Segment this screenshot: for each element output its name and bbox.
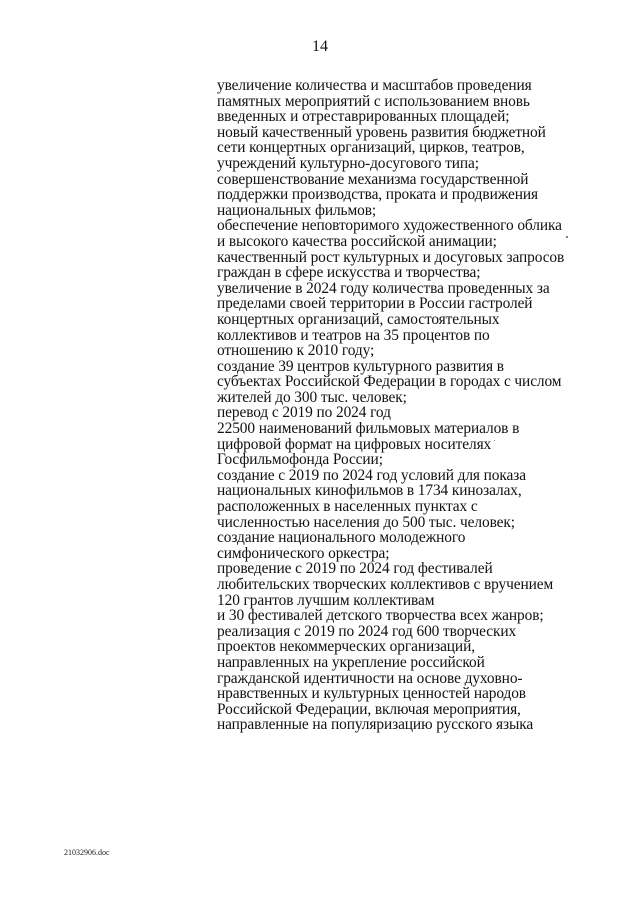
text-line: численностью населения до 500 тыс. человек; bbox=[217, 513, 515, 531]
text-line: качественный рост культурных и досуговых запросов bbox=[217, 248, 565, 266]
text-line: поддержки производства, проката и продвижения bbox=[217, 186, 539, 204]
text-line: цифровой формат на цифровых носителях bbox=[217, 435, 492, 453]
text-line: расположенных в населенных пунктах с bbox=[217, 498, 478, 516]
text-line: и 30 фестивалей детского творчества всех жанров; bbox=[217, 607, 544, 625]
text-line: коллективов и театров на 35 процентов по bbox=[217, 326, 490, 344]
text-line: концертных организаций, самостоятельных bbox=[217, 310, 500, 328]
text-line: любительских творческих коллективов с вручением bbox=[217, 576, 554, 593]
text-line: отношению к 2010 году; bbox=[217, 342, 375, 360]
text-line: создание национального молодежного bbox=[217, 529, 466, 547]
text-line: перевод с 2019 по 2024 год bbox=[217, 404, 391, 422]
text-line: национальных кинофильмов в 1734 кинозалах, bbox=[217, 482, 522, 500]
scan-speck bbox=[494, 440, 495, 441]
text-line: проектов некоммерческих организаций, bbox=[217, 638, 475, 656]
text-line: сети концертных организаций, цирков, театров, bbox=[217, 139, 525, 157]
text-line: учреждений культурно-досугового типа; bbox=[217, 154, 479, 172]
text-line: направленных на укрепление российской bbox=[217, 653, 485, 671]
scan-speck bbox=[566, 236, 568, 238]
text-line: 120 грантов лучшим коллективам bbox=[217, 591, 435, 609]
text-line: нравственных и культурных ценностей народов bbox=[217, 685, 526, 703]
text-line: реализация с 2019 по 2024 год 600 творческих bbox=[217, 622, 517, 640]
text-line: направленные на популяризацию русского языка bbox=[217, 716, 534, 734]
text-line: создание 39 центров культурного развития в bbox=[217, 357, 504, 375]
text-line: симфонического оркестра; bbox=[217, 544, 390, 562]
text-line: гражданской идентичности на основе духовно- bbox=[217, 669, 523, 687]
document-body bbox=[217, 78, 607, 733]
text-line: памятных мероприятий с использованием вновь bbox=[217, 92, 530, 110]
text-line: совершенствование механизма государственной bbox=[217, 170, 529, 188]
text-line: новый качественный уровень развития бюджетной bbox=[217, 123, 546, 141]
text-line: увеличение количества и масштабов проведения bbox=[217, 77, 532, 94]
text-line: национальных фильмов; bbox=[217, 201, 377, 219]
text-line: Российской Федерации, включая мероприятия, bbox=[217, 700, 521, 718]
text-line: жителей до 300 тыс. человек; bbox=[217, 388, 407, 406]
text-line: граждан в сфере искусства и творчества; bbox=[217, 264, 481, 282]
text-line: обеспечение неповторимого художественного облика bbox=[217, 217, 562, 235]
text-line: увеличение в 2024 году количества проведенных за bbox=[217, 279, 550, 297]
page-number: 14 bbox=[312, 38, 328, 55]
text-line: введенных и отреставрированных площадей; bbox=[217, 108, 510, 126]
document-file-name: 21032906.doc bbox=[64, 848, 110, 857]
text-line: создание с 2019 по 2024 год условий для показа bbox=[217, 466, 526, 484]
text-line: проведение с 2019 по 2024 год фестивалей bbox=[217, 560, 493, 578]
text-line: и высокого качества российской анимации; bbox=[217, 232, 497, 250]
text-line: 22500 наименований фильмовых материалов в bbox=[217, 420, 520, 438]
text-line: Госфильмофонда России; bbox=[217, 451, 383, 469]
text-line: субъектах Российской Федерации в городах с числом bbox=[217, 373, 562, 391]
text-line: пределами своей территории в России гастролей bbox=[217, 295, 533, 313]
